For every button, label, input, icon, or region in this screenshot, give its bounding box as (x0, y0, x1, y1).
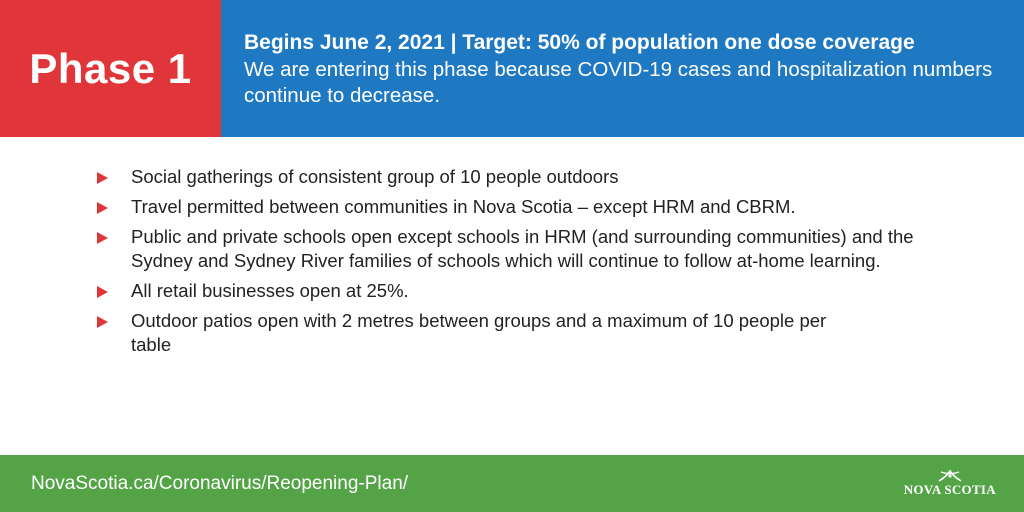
triangle-right-icon (97, 232, 108, 244)
list-item (97, 225, 957, 273)
triangle-right-icon (97, 172, 108, 184)
triangle-right-icon (97, 202, 108, 214)
list-item (97, 195, 957, 219)
phase-description: We are entering this phase because COVID-19 cases and hospitalization numbers continue to decrease. (244, 58, 993, 107)
list-item-text: All retail businesses open at 25%. (131, 280, 409, 301)
list-item-text: Outdoor patios open with 2 metres between groups and a maximum of 10 people per table (131, 310, 827, 355)
logo-text: NOVA SCOTIA (903, 482, 996, 497)
saltire-icon (936, 469, 964, 483)
phase-title: Begins June 2, 2021 | Target: 50% of population one dose coverage (244, 31, 915, 54)
footer-bar (0, 455, 1024, 512)
triangle-right-icon (97, 286, 108, 298)
measures-list (97, 165, 957, 363)
list-item (97, 165, 957, 189)
reopening-plan-link[interactable]: NovaScotia.ca/Coronavirus/Reopening-Plan/ (31, 472, 409, 494)
triangle-right-icon (97, 316, 108, 328)
nova-scotia-logo (904, 469, 996, 498)
list-item (97, 279, 957, 303)
phase-info (221, 0, 1024, 137)
list-item (97, 309, 957, 357)
phase-label: Phase 1 (0, 0, 221, 137)
header-banner (0, 0, 1024, 137)
list-item-text: Public and private schools open except schools in HRM (and surrounding communities) and the Sydney and Sydney River families of schools which will continue to follow at-home learning. (131, 226, 914, 271)
list-item-text: Social gatherings of consistent group of 10 people outdoors (131, 166, 619, 187)
list-item-text: Travel permitted between communities in Nova Scotia – except HRM and CBRM. (131, 196, 796, 217)
